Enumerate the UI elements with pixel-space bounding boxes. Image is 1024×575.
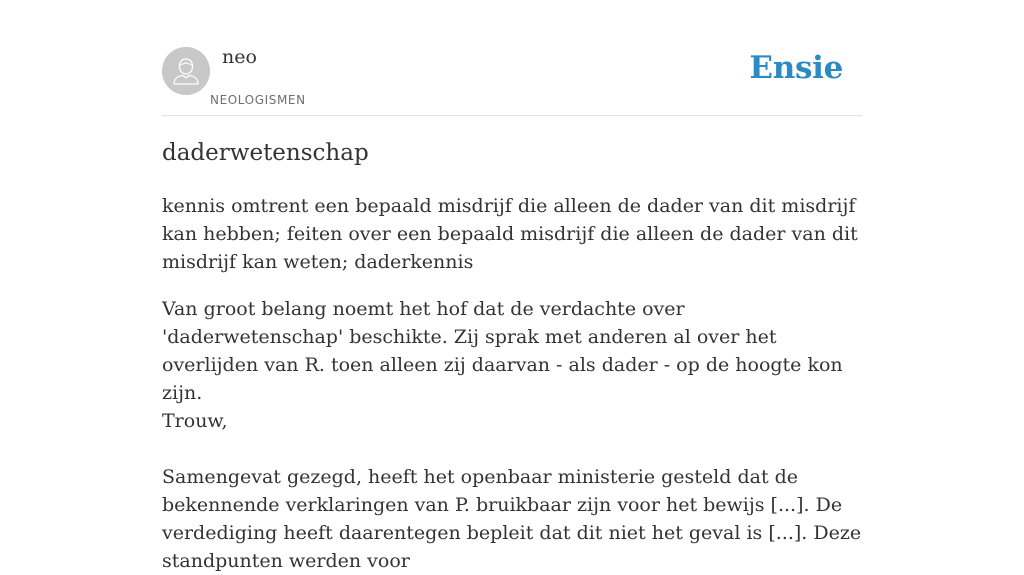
entry-example: [162, 295, 862, 575]
avatar[interactable]: [162, 47, 210, 95]
example-source: Trouw,: [162, 410, 228, 432]
author-name[interactable]: neo: [222, 46, 257, 68]
page-container: [162, 0, 862, 572]
example-quote: Van groot belang noemt het hof dat de verdachte over 'daderwetenschap' beschikte. Zij sprak met anderen al over het overlijden van R. toen alleen zij daarvan - als dader - op de hoogte kon zijn.: [162, 298, 843, 404]
header: [162, 0, 862, 116]
example-quote: Samengevat gezegd, heeft het openbaar ministerie gesteld dat de bekennende verklaringen van P. bruikbaar zijn voor het bewijs [...]. De verdediging heeft daarentegen bepleit dat dit niet het geval is [...]. Deze standpunten werden voor: [162, 466, 862, 572]
spacer: [162, 435, 862, 463]
entry-title: daderwetenschap: [162, 140, 369, 166]
entry-definition: kennis omtrent een bepaald misdrijf die alleen de dader van dit misdrijf kan hebben; feiten over een bepaald misdrijf die alleen de dader van dit misdrijf kan weten; daderkennis: [162, 195, 858, 273]
user-icon: [162, 47, 210, 95]
category-label[interactable]: NEOLOGISMEN: [210, 93, 306, 107]
brand-logo[interactable]: Ensie: [749, 50, 843, 86]
